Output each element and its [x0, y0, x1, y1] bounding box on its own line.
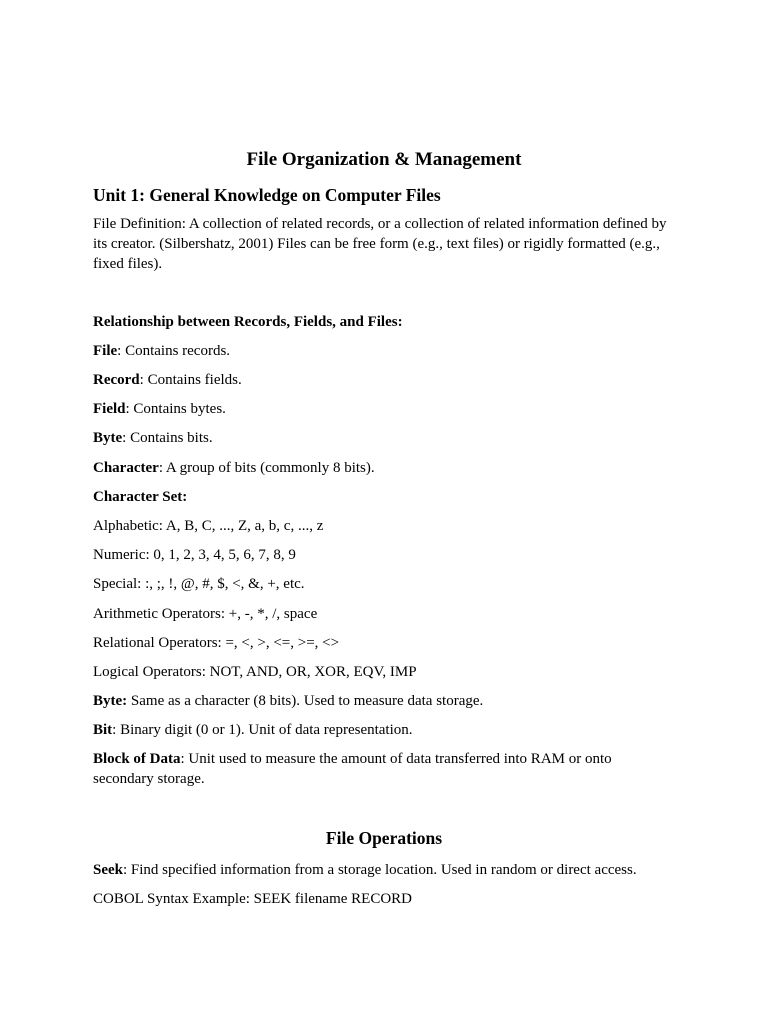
- term-byte-storage: [93, 691, 483, 711]
- term-field-desc: : Contains bytes.: [125, 401, 226, 417]
- cobol-syntax-example: COBOL Syntax Example: SEEK filename RECORD: [93, 891, 412, 907]
- charset-special: Special: :, ;, !, @, #, $, <, &, +, etc.: [93, 576, 305, 592]
- term-seek: [93, 860, 637, 880]
- term-byte-storage-label: Byte:: [93, 693, 128, 709]
- charset-numeric: Numeric: 0, 1, 2, 3, 4, 5, 6, 7, 8, 9: [93, 547, 296, 563]
- term-block-desc: : Unit used to measure the amount of data transferred into RAM or onto secondary storage.: [93, 751, 612, 787]
- term-character-label: Character: [93, 460, 159, 476]
- term-record-desc: : Contains fields.: [139, 372, 242, 388]
- character-set-heading: Character Set:: [93, 489, 188, 505]
- term-byte-storage-desc: Same as a character (8 bits). Used to measure data storage.: [127, 693, 484, 709]
- charset-logical: Logical Operators: NOT, AND, OR, XOR, EQV, IMP: [93, 664, 417, 680]
- document-title: File Organization & Management: [246, 149, 522, 170]
- term-bit-desc: : Binary digit (0 or 1). Unit of data representation.: [112, 722, 413, 738]
- unit-heading: Unit 1: General Knowledge on Computer Files: [93, 185, 441, 205]
- file-operations-heading: File Operations: [325, 828, 443, 848]
- term-file: [93, 341, 230, 361]
- charset-alphabetic: Alphabetic: A, B, C, ..., Z, a, b, c, ..., z: [93, 518, 324, 534]
- term-byte-desc: : Contains bits.: [122, 430, 213, 446]
- charset-arithmetic: Arithmetic Operators: +, -, *, /, space: [93, 606, 318, 622]
- relationship-heading: Relationship between Records, Fields, and Files:: [93, 314, 403, 330]
- term-file-desc: : Contains records.: [117, 343, 231, 359]
- term-character: [93, 458, 375, 478]
- term-file-label: File: [93, 343, 118, 359]
- term-byte-label: Byte: [93, 430, 123, 446]
- term-bit: [93, 720, 413, 740]
- charset-relational: Relational Operators: =, <, >, <=, >=, <>: [93, 635, 340, 651]
- term-block-of-data: [93, 749, 653, 789]
- term-seek-desc: : Find specified information from a storage location. Used in random or direct access.: [123, 862, 637, 878]
- file-definition-paragraph: File Definition: A collection of related records, or a collection of related information defined by its creator. (Silbershatz, 2001) Files can be free form (e.g., text files) or rigidly formatted (e.g., fixed files).: [93, 216, 667, 272]
- term-block-label: Block of Data: [93, 751, 181, 767]
- term-character-desc: : A group of bits (commonly 8 bits).: [158, 460, 375, 476]
- term-field: [93, 399, 226, 419]
- term-seek-label: Seek: [93, 862, 123, 878]
- term-bit-label: Bit: [93, 722, 113, 738]
- term-record: [93, 370, 242, 390]
- term-record-label: Record: [93, 372, 140, 388]
- term-field-label: Field: [93, 401, 126, 417]
- term-byte: [93, 428, 213, 448]
